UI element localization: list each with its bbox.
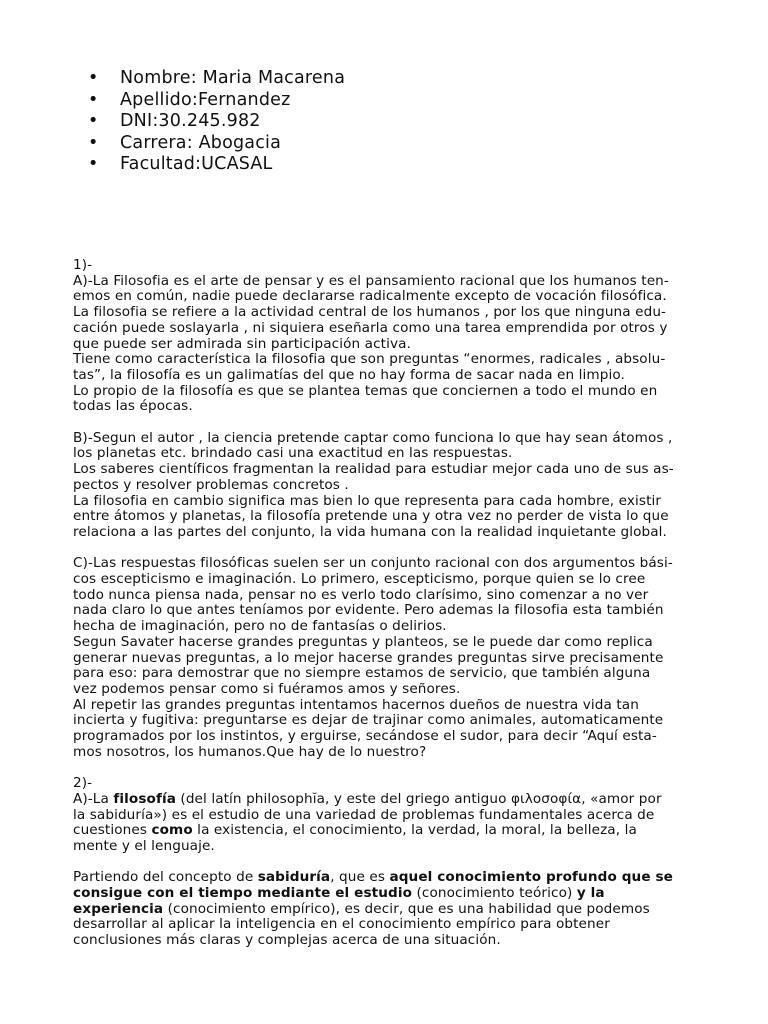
text-line (73, 808, 703, 824)
text-line (73, 289, 703, 305)
text-line (73, 651, 703, 667)
text-line (73, 823, 703, 839)
text-segment: Partiendo del concepto de (73, 869, 258, 886)
blank-line (73, 855, 703, 871)
text-line (73, 666, 703, 682)
text-segment: A)-La (73, 790, 114, 807)
text-line (73, 384, 703, 400)
text-line (73, 745, 703, 761)
text-line (73, 588, 703, 604)
text-line (73, 525, 703, 541)
text-segment: cuestiones (73, 822, 152, 839)
text-line (73, 619, 703, 635)
text-line (73, 870, 703, 886)
text-line (73, 698, 703, 714)
student-career: Carrera: Abogacia (120, 132, 282, 153)
text-line (73, 274, 703, 290)
text-line (73, 635, 703, 651)
text-line (73, 933, 703, 949)
bullet-icon: • (88, 111, 99, 131)
text-line (73, 446, 703, 462)
text-line (73, 902, 703, 918)
text-line (73, 305, 703, 321)
text-segment: (conocimiento teórico) (412, 885, 577, 902)
text-segment: B)-Segun el autor , la ciencia pretende captar como funciona lo que hay sean átomos , (73, 429, 673, 446)
blank-line (73, 760, 703, 776)
text-line (73, 399, 703, 415)
bold-text: filosofía (113, 790, 176, 807)
text-segment: generar nuevas preguntas, a lo mejor hacerse grandes preguntas sirve precisamente (73, 649, 664, 666)
text-segment: relaciona a las partes del conjunto, la vida humana con la realidad inquietante global. (73, 523, 667, 540)
blank-line (73, 415, 703, 431)
text-segment: La filosofia se refiere a la actividad central de los humanos , por los que ninguna edu- (73, 304, 667, 321)
bullet-icon: • (88, 132, 99, 153)
text-line (73, 321, 703, 337)
text-segment: hecha de imaginación, pero no de fantasías o delirios. (73, 618, 447, 635)
text-line (73, 713, 703, 729)
text-line (73, 792, 703, 808)
text-line (73, 258, 703, 274)
bold-text: consigue con el tiempo mediante el estudio (73, 885, 413, 902)
student-info-item (88, 111, 345, 133)
text-segment: nada claro lo que antes teníamos por evidente. Pero ademas la filosofia esta también (73, 602, 664, 619)
text-segment: Tiene como característica la filosofia que son preguntas “enormes, radicales , absolu- (73, 351, 666, 368)
text-segment: Los saberes científicos fragmentan la realidad para estudiar mejor cada uno de sus as- (73, 461, 674, 478)
essay-body (73, 258, 703, 949)
text-line (73, 368, 703, 384)
text-segment: desarrollar al aplicar la inteligencia en el conocimiento empírico para obtener (73, 916, 610, 933)
text-segment: La filosofia en cambio significa mas bien lo que representa para cada hombre, existir (73, 492, 662, 509)
bullet-icon: • (88, 89, 99, 110)
text-line (73, 494, 703, 510)
text-line (73, 462, 703, 478)
bold-text: aquel conocimiento profundo que se (389, 869, 673, 886)
student-faculty: Facultad:UCASAL (120, 154, 273, 174)
text-line (73, 352, 703, 368)
text-segment: Al repetir las grandes preguntas intentamos hacernos dueños de nuestra vida tan (73, 696, 639, 713)
text-line (73, 478, 703, 494)
text-segment: Lo propio de la filosofía es que se plantea temas que conciernen a todo el mundo en (73, 382, 658, 399)
text-line (73, 682, 703, 698)
student-info-item (88, 90, 345, 112)
blank-line (73, 541, 703, 557)
student-surname: Apellido:Fernandez (120, 89, 291, 110)
text-line (73, 337, 703, 353)
text-line (73, 776, 703, 792)
student-info-item (88, 154, 345, 176)
student-info-item (88, 68, 345, 90)
text-line (73, 917, 703, 933)
text-line (73, 556, 703, 572)
text-segment: , que es (330, 869, 390, 886)
text-segment: la existencia, el conocimiento, la verdad, la moral, la belleza, la (192, 822, 637, 839)
text-segment: incierta y fugitiva: preguntarse es dejar de trajinar como animales, automaticamente (73, 712, 664, 729)
student-info-list (88, 68, 345, 176)
bold-text: sabiduría (257, 869, 331, 886)
bold-text: experiencia (73, 900, 164, 917)
text-segment: 2)- (73, 775, 93, 792)
bullet-icon: • (88, 154, 99, 174)
bullet-icon: • (88, 68, 99, 88)
text-segment: (conocimiento empírico), es decir, que es una habilidad que podemos (163, 900, 650, 917)
text-segment: mos nosotros, los humanos.Que hay de lo nuestro? (73, 743, 427, 760)
student-name: Nombre: Maria Macarena (120, 68, 346, 88)
text-line (73, 509, 703, 525)
text-segment: cos escepticismo e imaginación. Lo primero, escepticismo, porque quien se lo cree (73, 571, 646, 588)
text-line (73, 603, 703, 619)
text-segment: C)-Las respuestas filosóficas suelen ser un conjunto racional con dos argumentos bási- (73, 555, 673, 572)
text-line (73, 886, 703, 902)
text-segment: entre átomos y planetas, la filosofía pretende una y otra vez no perder de vista lo que (73, 508, 669, 525)
text-segment: conclusiones más claras y complejas acerca de una situación. (73, 932, 501, 949)
text-segment: programados por los instintos, y erguirse, secándose el sudor, para decir “Aquí esta- (73, 728, 657, 745)
text-line (73, 729, 703, 745)
text-line (73, 431, 703, 447)
bold-text: como (151, 822, 193, 839)
text-segment: vez podemos pensar como si fuéramos amos y señores. (73, 680, 461, 697)
text-segment: Segun Savater hacerse grandes preguntas y planteos, se le puede dar como replica (73, 633, 653, 650)
student-info-item (88, 133, 345, 155)
text-segment: pectos y resolver problemas concretos . (73, 476, 349, 493)
text-segment: todo nunca piensa nada, pensar no es verlo todo clarísimo, sino comenzar a no ver (73, 586, 649, 603)
text-segment: que puede ser admirada sin participación activa. (73, 335, 411, 352)
text-segment: tas”, la filosofía es un galimatías del que no hay forma de sacar nada en limpio. (73, 366, 625, 383)
student-dni: DNI:30.245.982 (120, 111, 261, 131)
text-line (73, 839, 703, 855)
bold-text: y la (576, 885, 605, 902)
text-segment: A)-La Filosofia es el arte de pensar y es el pansamiento racional que los humanos ten- (73, 272, 669, 289)
text-segment: cación puede soslayarla , ni siquiera eseñarla como una tarea emprendida por otros y (73, 319, 668, 336)
text-segment: 1)- (73, 257, 93, 273)
text-line (73, 572, 703, 588)
text-segment: (del latín philosophĭa, y este del griego antiguo φιλοσοφία, «amor por (176, 790, 662, 807)
text-segment: la sabiduría») es el estudio de una variedad de problemas fundamentales acerca de (73, 806, 655, 823)
text-segment: emos en común, nadie puede declararse radicalmente excepto de vocación filosófica. (73, 288, 667, 305)
text-segment: todas las épocas. (73, 398, 193, 415)
text-segment: mente y el lenguaje. (73, 837, 215, 854)
text-segment: los planetas etc. brindado casi una exactitud en las respuestas. (73, 445, 513, 462)
text-segment: para eso: para demostrar que no siempre estamos de servicio, que también alguna (73, 665, 651, 682)
